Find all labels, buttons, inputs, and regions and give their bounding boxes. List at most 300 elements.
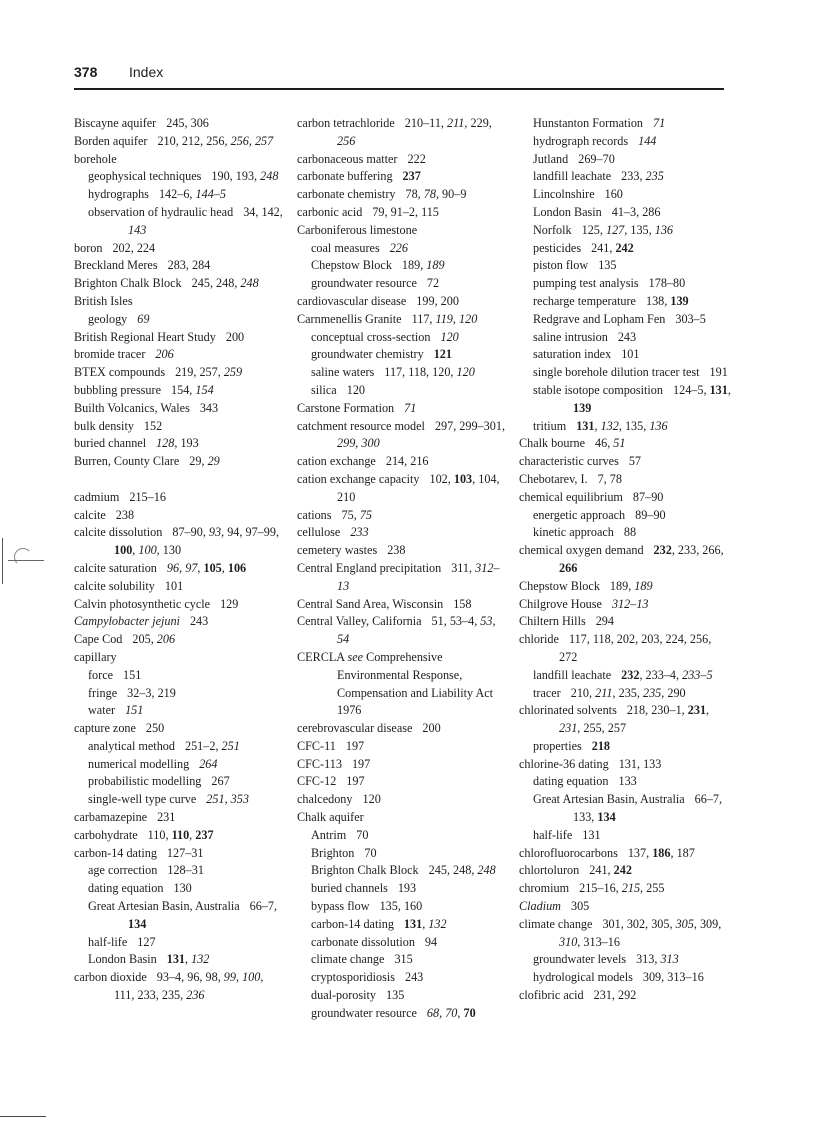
- page-ref: 128–31: [167, 863, 204, 878]
- index-entry: [297, 186, 509, 204]
- entry-term: observation of hydraulic head: [88, 204, 234, 219]
- index-subentry: [297, 240, 509, 258]
- page-ref: 211: [447, 116, 465, 130]
- page-ref: 127: [605, 222, 625, 237]
- index-subentry: [519, 791, 731, 827]
- entry-term: carbonate dissolution: [311, 934, 415, 949]
- page-refs: [192, 276, 259, 290]
- page-ref: 312–13: [337, 560, 500, 593]
- page-ref: 131, 133: [618, 756, 662, 771]
- page-refs: [598, 258, 616, 272]
- entry-term: coal measures: [311, 240, 380, 255]
- entry-term: Central Sand Area, Wisconsin: [297, 596, 444, 611]
- index-subentry: [519, 524, 731, 542]
- index-subentry: [519, 222, 731, 240]
- index-subentry: [297, 916, 509, 934]
- index-entry: [519, 862, 731, 880]
- entry-term: Borden aquifer: [74, 133, 148, 148]
- entry-term: characteristic curves: [519, 454, 619, 469]
- index-entry: [297, 720, 509, 738]
- page-refs: [387, 543, 405, 557]
- page-ref: 144: [638, 133, 657, 148]
- entry-term: cadmium: [74, 489, 120, 504]
- entry-term: tracer: [533, 685, 561, 700]
- page-refs: [576, 419, 667, 433]
- page-ref: 200: [422, 721, 441, 736]
- entry-term: calcite dissolution: [74, 525, 163, 540]
- index-entry: [74, 560, 286, 578]
- page-refs: [127, 686, 176, 700]
- entry-term: cerebrovascular disease: [297, 721, 413, 736]
- index-subentry: [519, 240, 731, 258]
- index-entry: [519, 596, 731, 614]
- entry-term: London Basin: [533, 204, 602, 219]
- page-refs: [618, 330, 636, 344]
- entry-term: cryptosporidiosis: [311, 970, 395, 985]
- entry-term: force: [88, 667, 114, 682]
- index-subentry: [519, 773, 731, 791]
- index-subentry: [297, 346, 509, 364]
- page-ref: 233–5: [682, 667, 713, 682]
- page-refs: [638, 134, 656, 148]
- index-subentry: [74, 898, 286, 934]
- index-entry: [74, 151, 286, 169]
- page-ref: 257: [254, 133, 274, 148]
- index-subentry: [519, 275, 731, 293]
- entry-term: calcite solubility: [74, 578, 155, 593]
- page-ref: 51: [613, 436, 626, 451]
- page-ref: 251: [206, 792, 225, 807]
- page-ref: 120: [346, 382, 366, 397]
- page-refs: [646, 294, 689, 308]
- index-subentry: [297, 934, 509, 952]
- page-refs: [384, 365, 475, 379]
- index-subentry: [74, 773, 286, 791]
- index-entry: [297, 791, 509, 809]
- entry-term: Chiltern Hills: [519, 614, 586, 629]
- entry-term: dual-porosity: [311, 988, 376, 1003]
- index-entry: [297, 115, 509, 151]
- page-ref: 215–16,: [579, 881, 622, 896]
- index-subentry: [297, 898, 509, 916]
- index-subentry: [519, 311, 731, 329]
- entry-term: Breckland Meres: [74, 258, 158, 273]
- index-subentry: [297, 364, 509, 382]
- page-refs: [356, 828, 368, 842]
- page-refs: [589, 863, 632, 877]
- page-ref: 193: [397, 881, 417, 896]
- index-entry: [297, 773, 509, 791]
- page-ref: 121: [433, 347, 452, 362]
- page-ref: 7, 78: [597, 471, 622, 486]
- entry-term: landfill leachate: [533, 667, 612, 682]
- page-ref: 210,: [570, 685, 596, 700]
- page-ref: 102,: [429, 471, 454, 486]
- page-ref: 110,: [147, 827, 172, 842]
- page-refs: [398, 881, 416, 895]
- page-refs: [200, 401, 218, 415]
- page-refs: [155, 347, 173, 361]
- index-entry: [297, 311, 509, 329]
- page-ref: 128: [156, 436, 175, 451]
- entry-term: carbonate chemistry: [297, 187, 396, 202]
- page-ref: 34, 142,: [243, 204, 283, 219]
- entry-term: CFC-113: [297, 756, 342, 771]
- entry-term: half-life: [533, 827, 573, 842]
- index-subentry: [519, 168, 731, 186]
- page-ref: 94: [424, 934, 438, 949]
- page-ref: 135: [386, 988, 405, 1003]
- page-ref: 89–90: [635, 507, 666, 522]
- page-ref: 131: [166, 952, 186, 967]
- page-refs: [386, 454, 429, 468]
- index-subentry: [297, 880, 509, 898]
- index-entry: [74, 631, 286, 649]
- index-entry: [297, 524, 509, 542]
- page-ref: 214, 216: [385, 454, 429, 469]
- page-ref: ,: [727, 382, 731, 397]
- page-refs: [425, 935, 437, 949]
- page-refs: [386, 988, 404, 1002]
- page-refs: [429, 863, 496, 877]
- page-ref: 68: [426, 1005, 440, 1020]
- page-ref: 51, 53–4,: [431, 614, 481, 629]
- page-ref: 233: [350, 525, 369, 540]
- page-refs: [199, 757, 217, 771]
- index-entry: [519, 631, 731, 667]
- page-ref: 233,: [621, 169, 646, 184]
- entry-term: carbonaceous matter: [297, 151, 398, 166]
- page-ref: 219, 257,: [175, 365, 224, 380]
- page-refs: [220, 597, 238, 611]
- index-entry: [74, 489, 286, 507]
- page-ref: 243: [189, 614, 209, 629]
- page-ref: 231: [157, 810, 176, 825]
- entry-term: Great Artesian Basin, Australia: [533, 792, 685, 807]
- page-ref: 248: [477, 863, 496, 878]
- entry-term: pumping test analysis: [533, 276, 639, 291]
- page-refs: [643, 970, 704, 984]
- page-ref: 251: [221, 738, 240, 753]
- entry-term: Great Artesian Basin, Australia: [88, 899, 240, 914]
- page-ref: 142–6,: [158, 187, 196, 202]
- page-ref: 238: [387, 543, 406, 558]
- page-ref: 132: [191, 952, 210, 967]
- page-ref: ,: [248, 133, 255, 148]
- entry-term: bubbling pressure: [74, 382, 161, 397]
- index-subentry: [74, 862, 286, 880]
- index-entry: [74, 507, 286, 525]
- page-ref: 232: [621, 667, 640, 682]
- page-ref: , 130: [156, 543, 182, 558]
- page-ref: 131: [576, 418, 595, 433]
- page-ref: 75,: [341, 507, 360, 522]
- page-ref: 144–5: [195, 187, 226, 202]
- index-subentry: [519, 667, 731, 685]
- page-ref: 301, 302, 305,: [602, 916, 676, 931]
- page-refs: [422, 721, 440, 735]
- page-ref: 120: [362, 792, 381, 807]
- page-refs: [592, 739, 610, 753]
- page-ref: 93: [208, 525, 222, 540]
- index-subentry: [74, 702, 286, 720]
- page-ref: 189: [426, 258, 445, 273]
- page-ref: 259: [223, 365, 243, 380]
- page-ref: , 255: [640, 881, 665, 896]
- index-entry: [297, 151, 509, 169]
- index-entry: [74, 329, 286, 347]
- page-refs: [571, 899, 589, 913]
- entry-term: chlorofluorocarbons: [519, 845, 618, 860]
- page-ref: 305: [675, 916, 694, 931]
- index-subentry: [297, 275, 509, 293]
- entry-term: clofibric acid: [519, 988, 584, 1003]
- page-ref: 297, 299–301,: [434, 418, 505, 433]
- entry-term: Carstone Formation: [297, 400, 395, 415]
- page-ref: 226: [389, 240, 408, 255]
- index-subentry: [74, 738, 286, 756]
- index-entry: [297, 596, 509, 614]
- entry-term: Chepstow Block: [311, 258, 392, 273]
- index-entry: [297, 809, 509, 827]
- page-ref: ,: [221, 560, 228, 575]
- page-ref: 241,: [591, 240, 616, 255]
- page-refs: [610, 579, 653, 593]
- page-refs: [621, 668, 712, 682]
- page-refs: [211, 774, 229, 788]
- page-ref: 125,: [581, 222, 606, 237]
- page-refs: [390, 241, 408, 255]
- page-refs: [578, 152, 615, 166]
- page-refs: [582, 828, 600, 842]
- index-entry: [297, 613, 509, 649]
- running-title: Index: [129, 64, 164, 80]
- page-ref: 245, 306: [166, 116, 209, 130]
- entry-term: Chebotarev, I.: [519, 471, 588, 486]
- page-refs: [167, 561, 246, 575]
- page-ref: 129: [220, 596, 239, 611]
- page-ref: 231: [559, 721, 578, 736]
- entry-term: British Regional Heart Study: [74, 329, 216, 344]
- page-refs: [710, 365, 728, 379]
- page-ref: 311,: [451, 560, 476, 575]
- page-ref: , 193: [174, 436, 199, 451]
- page-refs: [434, 347, 452, 361]
- entry-term: geology: [88, 311, 128, 326]
- page-ref: 110: [171, 827, 190, 842]
- entry-term: conceptual cross-section: [311, 329, 431, 344]
- entry-term: Builth Volcanics, Wales: [74, 400, 190, 415]
- page-ref: 186: [652, 845, 671, 860]
- page-ref: 70: [364, 845, 377, 860]
- entry-term: chemical equilibrium: [519, 489, 623, 504]
- entry-term: chromium: [519, 881, 570, 896]
- entry-term: Carboniferous limestone: [297, 222, 418, 237]
- page-refs: [404, 917, 447, 931]
- page-ref: 117, 118, 120,: [384, 365, 457, 380]
- index-entry: [74, 845, 286, 863]
- index-subentry: [519, 329, 731, 347]
- entry-term: Chilgrove House: [519, 596, 602, 611]
- index-subentry: [519, 685, 731, 703]
- page-refs: [675, 312, 705, 326]
- entry-term: groundwater levels: [533, 952, 627, 967]
- index-subentry: [519, 346, 731, 364]
- page-ref: 53: [480, 614, 493, 629]
- page-ref: 66–7, 133,: [573, 792, 723, 825]
- entry-term: dating equation: [88, 881, 164, 896]
- page-ref: , 135,: [618, 418, 650, 433]
- entry-term: stable isotope composition: [533, 382, 663, 397]
- page-refs: [346, 739, 364, 753]
- page-ref: 248: [260, 169, 279, 184]
- index-entry: [519, 613, 731, 631]
- page-ref: 264: [199, 756, 218, 771]
- index-subentry: [74, 934, 286, 952]
- page-ref: 133: [618, 774, 637, 789]
- page-ref: 222: [407, 151, 426, 166]
- entry-term: Jutland: [533, 151, 569, 166]
- index-entry: [519, 898, 731, 916]
- header-rule: [74, 88, 724, 90]
- page-ref: 151: [125, 703, 144, 718]
- page-ref: 120: [440, 329, 459, 344]
- page-refs: [167, 863, 204, 877]
- page-refs: [167, 952, 210, 966]
- page-refs: [653, 116, 665, 130]
- entry-term: carbon-14 dating: [74, 845, 157, 860]
- page-refs: [618, 774, 636, 788]
- page-refs: [156, 436, 199, 450]
- page-refs: [347, 383, 365, 397]
- entry-term: saline waters: [311, 365, 375, 380]
- page-refs: [137, 935, 155, 949]
- crop-mark: [0, 1116, 46, 1117]
- page-refs: [605, 187, 623, 201]
- page-refs: [185, 739, 240, 753]
- entry-term: cemetery wastes: [297, 543, 378, 558]
- page-refs: [171, 383, 214, 397]
- page-refs: [168, 258, 211, 272]
- page-ref: 103: [453, 471, 473, 486]
- index-entry: [519, 542, 731, 578]
- page-refs: [571, 686, 686, 700]
- page-ref: 231, 292: [593, 988, 637, 1003]
- index-entry: [519, 453, 731, 471]
- index-subentry: [519, 364, 731, 382]
- entry-term: Lincolnshire: [533, 187, 595, 202]
- index-subentry: [519, 115, 731, 133]
- page-ref: , 233, 266,: [671, 543, 724, 558]
- page-ref: 241,: [589, 863, 614, 878]
- page-ref: , 255, 257: [577, 721, 627, 736]
- page-ref: , 235,: [612, 685, 643, 700]
- index-entry: [297, 560, 509, 596]
- entry-term: age correction: [88, 863, 158, 878]
- entry-term: London Basin: [88, 952, 157, 967]
- page-ref: 87–90,: [172, 525, 209, 540]
- page-ref: 343: [199, 400, 219, 415]
- page-refs: [166, 116, 209, 130]
- index-subentry: [519, 204, 731, 222]
- index-entry: [297, 222, 509, 240]
- page-ref: 127: [137, 934, 156, 949]
- index-subentry: [519, 133, 731, 151]
- page-refs: [416, 294, 459, 308]
- index-entry: [297, 471, 509, 507]
- page-refs: [636, 952, 679, 966]
- page-ref: 243: [617, 329, 637, 344]
- index-entry: [74, 364, 286, 382]
- page-refs: [129, 490, 166, 504]
- index-entry: [74, 596, 286, 614]
- entry-term: probabilistic modelling: [88, 774, 202, 789]
- page-ref: 152: [143, 418, 163, 433]
- page-ref: 303–5: [675, 311, 706, 326]
- page-ref: , 309,: [693, 916, 722, 931]
- page-refs: [342, 508, 372, 522]
- page-ref: 215: [621, 881, 641, 896]
- page-ref: 218, 230–1,: [626, 703, 688, 718]
- entry-term: chemical oxygen demand: [519, 543, 644, 558]
- index-subentry: [297, 987, 509, 1005]
- entry-term: Central England precipitation: [297, 560, 442, 575]
- page-ref: ,: [422, 916, 429, 931]
- page-ref: 151: [123, 667, 142, 682]
- entry-term: silica: [311, 382, 337, 397]
- page-refs: [372, 205, 439, 219]
- page-ref: 100: [138, 543, 157, 558]
- page-refs: [408, 152, 426, 166]
- index-subentry: [519, 969, 731, 987]
- page-ref: 132: [428, 916, 447, 931]
- page-ref: 197: [345, 738, 365, 753]
- page-ref: 211: [595, 685, 613, 700]
- page-ref: , 229,: [464, 116, 492, 130]
- page-ref: ,: [197, 560, 204, 575]
- entry-term: energetic approach: [533, 507, 626, 522]
- page-refs: [226, 330, 244, 344]
- page-refs: [619, 757, 662, 771]
- entry-term: carbamazepine: [74, 810, 148, 825]
- page-ref: 283, 284: [167, 258, 211, 273]
- page-ref: 231: [687, 703, 707, 718]
- page-ref: 202, 224: [112, 240, 156, 255]
- page-refs: [206, 792, 249, 806]
- page-ref: 232: [653, 543, 672, 558]
- entry-term: carbon-14 dating: [311, 916, 394, 931]
- page-refs: [412, 312, 478, 326]
- page-refs: [612, 205, 661, 219]
- page-ref: 130: [173, 881, 192, 896]
- page-ref: , 233–4,: [639, 667, 683, 682]
- page-ref: 131: [709, 382, 728, 397]
- entry-term: Chalk aquifer: [297, 810, 364, 825]
- page-refs: [591, 241, 634, 255]
- index-entry: [74, 578, 286, 596]
- page-ref: 70: [356, 827, 369, 842]
- entry-term: saturation index: [533, 347, 612, 362]
- see-reference: see: [347, 649, 364, 664]
- entry-term: carbon dioxide: [74, 970, 147, 985]
- index-subentry: [519, 293, 731, 311]
- page-ref: 69: [137, 311, 150, 326]
- page-refs: [173, 881, 191, 895]
- index-entry: [519, 578, 731, 596]
- index-entry: [519, 435, 731, 453]
- page-ref: 200: [225, 329, 245, 344]
- page-ref: , 111, 233, 235,: [114, 970, 264, 1003]
